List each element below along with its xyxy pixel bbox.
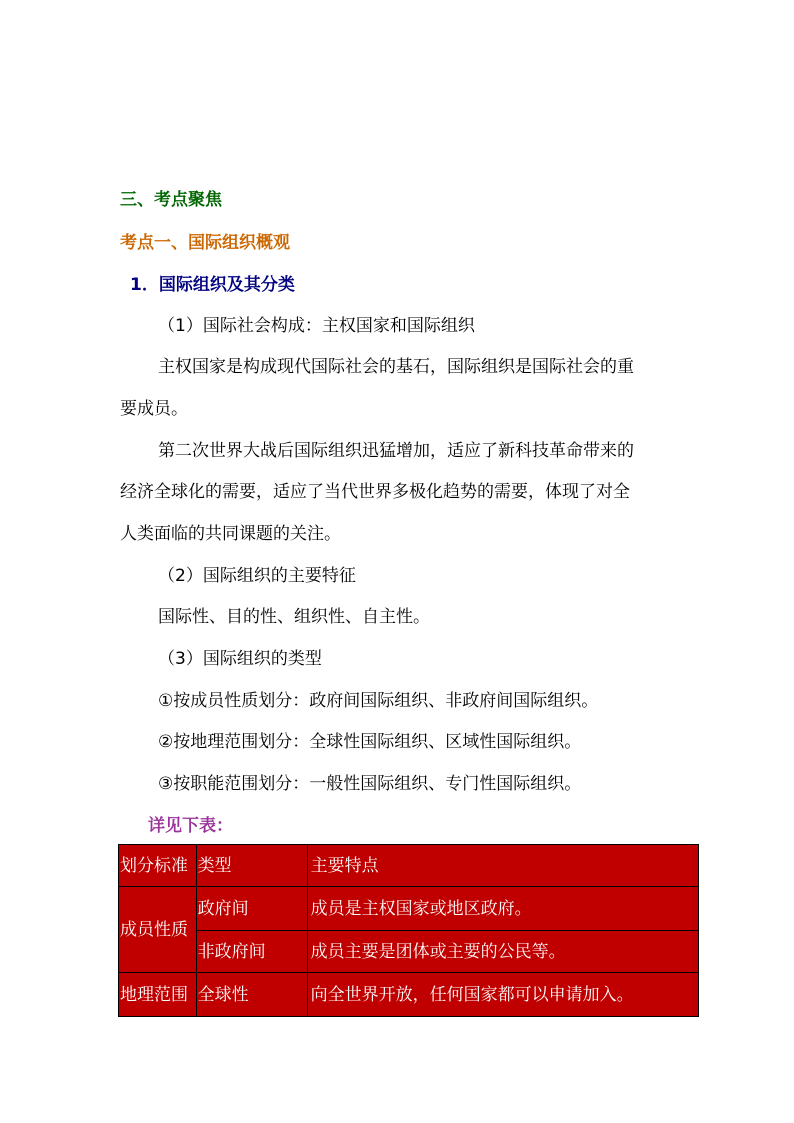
cell-criterion: 地理范围 xyxy=(119,973,197,1017)
paragraph-1-title: （1）国际社会构成：主权国家和国际组织 xyxy=(158,316,475,336)
table-row xyxy=(119,931,699,973)
list-item-2: ②按地理范围划分：全球性国际组织、区域性国际组织。 xyxy=(158,732,582,752)
paragraph-5-title: （3）国际组织的类型 xyxy=(158,649,322,669)
cell-criterion: 成员性质 xyxy=(119,887,197,973)
paragraph-4-body: 国际性、目的性、组织性、自主性。 xyxy=(158,607,430,627)
paragraph-2-line-1: 主权国家是构成现代国际社会的基石，国际组织是国际社会的重 xyxy=(158,357,634,377)
classification-table xyxy=(118,844,699,1017)
see-table-label: 详见下表： xyxy=(148,816,233,836)
list-item-1: ①按成员性质划分：政府间国际组织、非政府间国际组织。 xyxy=(158,691,599,711)
paragraph-3-line-1: 第二次世界大战后国际组织迅猛增加，适应了新科技革命带来的 xyxy=(158,441,634,461)
table-header-row xyxy=(119,845,699,887)
point-heading: 考点一、国际组织概观 xyxy=(120,233,290,253)
table-row xyxy=(119,973,699,1017)
cell-feature: 成员是主权国家或地区政府。 xyxy=(307,887,698,931)
cell-feature: 向全世界开放，任何国家都可以申请加入。 xyxy=(307,973,698,1017)
cell-feature: 成员主要是团体或主要的公民等。 xyxy=(307,931,698,973)
list-item-3: ③按职能范围划分：一般性国际组织、专门性国际组织。 xyxy=(158,774,582,794)
header-type: 类型 xyxy=(196,845,307,887)
paragraph-2-line-2: 要成员。 xyxy=(120,399,188,419)
paragraph-3-line-2: 经济全球化的需要，适应了当代世界多极化趋势的需要，体现了对全 xyxy=(120,482,630,502)
paragraph-4-title: （2）国际组织的主要特征 xyxy=(158,566,356,586)
section-heading: 三、考点聚焦 xyxy=(120,190,222,210)
cell-type: 全球性 xyxy=(196,973,307,1017)
cell-type: 非政府间 xyxy=(196,931,307,973)
cell-type: 政府间 xyxy=(196,887,307,931)
sub-heading: 1．国际组织及其分类 xyxy=(130,275,295,295)
header-criterion: 划分标准 xyxy=(119,845,197,887)
paragraph-3-line-3: 人类面临的共同课题的关注。 xyxy=(120,524,341,544)
table-row xyxy=(119,887,699,931)
header-feature: 主要特点 xyxy=(307,845,698,887)
